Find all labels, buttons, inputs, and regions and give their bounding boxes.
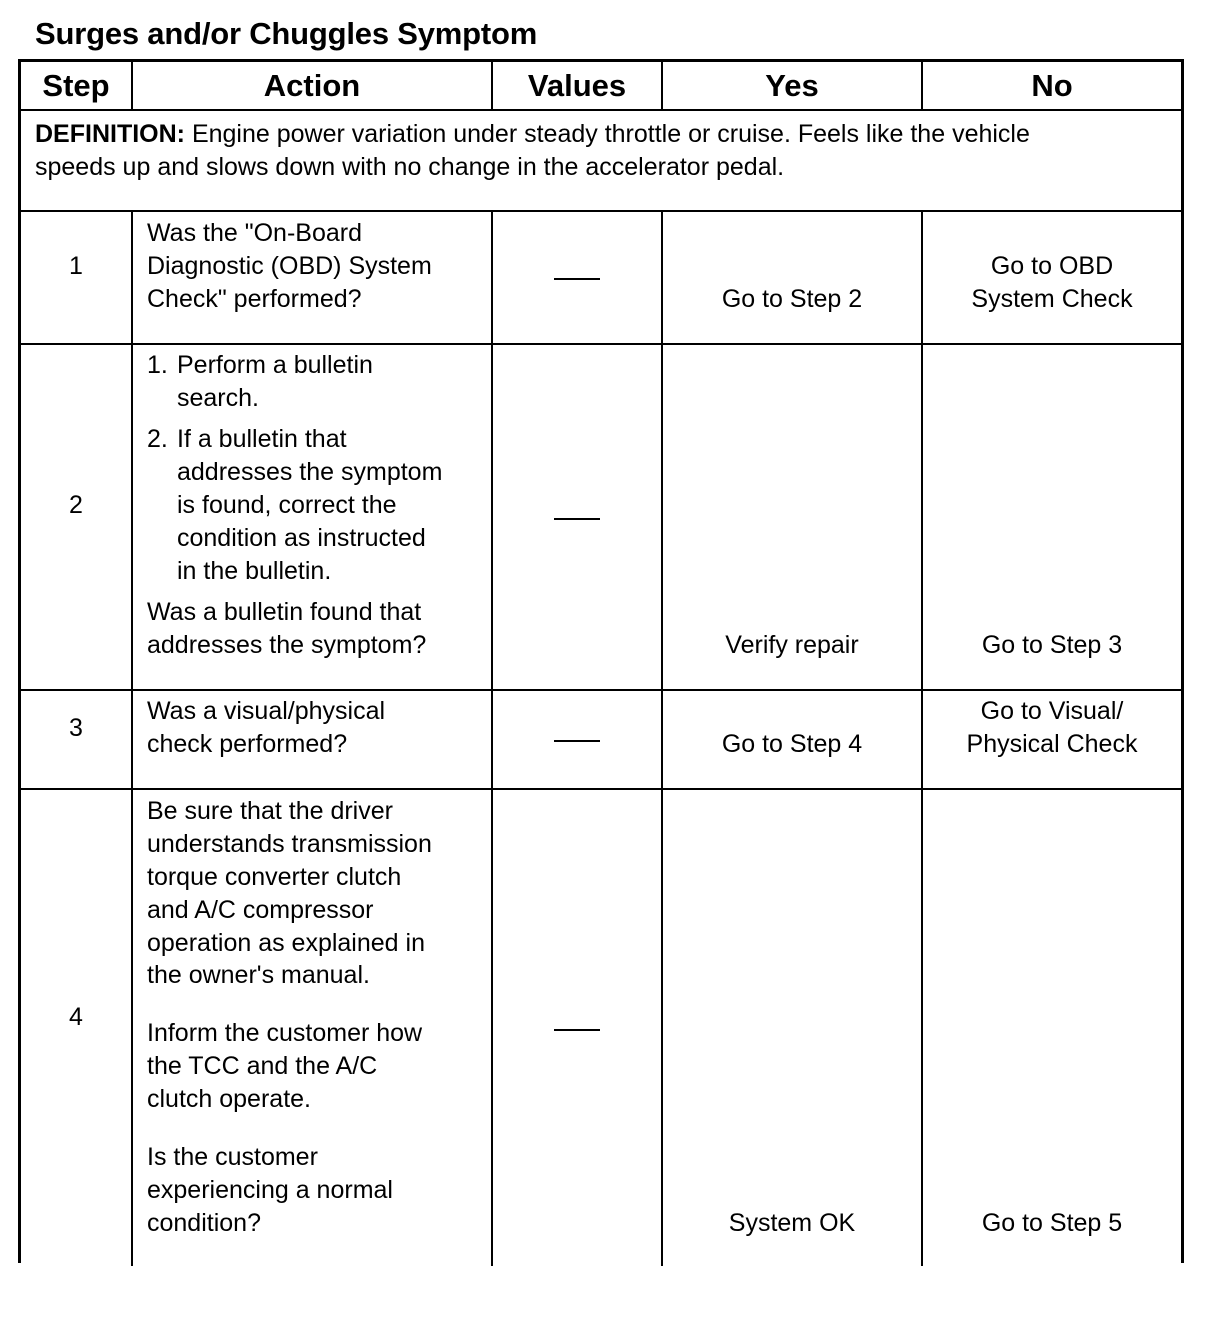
row-divider: [21, 788, 1181, 790]
col-divider: [491, 212, 493, 1266]
list-text: addresses the symptom: [177, 458, 443, 486]
action-text: and A/C compressor: [147, 896, 374, 924]
no-result: Go to OBD: [990, 252, 1114, 280]
row-divider: [21, 689, 1181, 691]
page-title: Surges and/or Chuggles Symptom: [35, 16, 538, 51]
action-text: understands transmission: [147, 830, 432, 858]
no-result: Physical Check: [966, 730, 1138, 758]
definition-text-2: speeds up and slows down with no change in the accelerator pedal.: [35, 153, 785, 181]
step-number: 2: [69, 491, 83, 519]
list-text: If a bulletin that: [177, 425, 347, 453]
header-step: Step: [42, 68, 110, 103]
action-text: the owner's manual.: [147, 961, 370, 989]
yes-result: Go to Step 2: [721, 285, 863, 313]
action-text: clutch operate.: [147, 1085, 311, 1113]
step-number: 3: [69, 714, 83, 742]
list-number: 2.: [147, 425, 168, 453]
action-text: Was a bulletin found that: [147, 598, 422, 626]
col-divider: [131, 212, 133, 1266]
row-divider: [21, 343, 1181, 345]
no-result: Go to Visual/: [980, 697, 1124, 725]
diagnostic-table: [18, 59, 1184, 1263]
action-text: Was the "On-Board: [147, 219, 362, 247]
header-action: Action: [263, 68, 361, 103]
step-number: 4: [69, 1003, 83, 1031]
yes-result: System OK: [728, 1209, 856, 1237]
definition-text: Engine power variation under steady throttle or cruise. Feels like the vehicle: [185, 120, 1030, 148]
row-divider: [21, 210, 1181, 212]
list-text: search.: [177, 384, 259, 412]
step-number: 1: [69, 252, 83, 280]
list-text: Perform a bulletin: [177, 351, 373, 379]
action-text: Inform the customer how: [147, 1019, 423, 1047]
no-result: System Check: [971, 285, 1133, 313]
list-text: in the bulletin.: [177, 557, 332, 585]
action-text: the TCC and the A/C: [147, 1052, 378, 1080]
list-text: is found, correct the: [177, 491, 397, 519]
action-text: Check" performed?: [147, 285, 362, 313]
action-text: torque converter clutch: [147, 863, 402, 891]
definition: [35, 118, 1175, 184]
no-result: Go to Step 5: [981, 1209, 1123, 1237]
value-dash: [554, 1029, 600, 1031]
action-text: Diagnostic (OBD) System: [147, 252, 432, 280]
action-text: addresses the symptom?: [147, 631, 427, 659]
action-text: Be sure that the driver: [147, 797, 393, 825]
header-yes: Yes: [765, 68, 819, 103]
no-result: Go to Step 3: [981, 631, 1123, 659]
value-dash: [554, 278, 600, 280]
definition-label: DEFINITION:: [35, 120, 185, 148]
value-dash: [554, 518, 600, 520]
yes-result: Verify repair: [725, 631, 859, 659]
header-values: Values: [527, 68, 627, 103]
value-dash: [554, 740, 600, 742]
action-text: condition?: [147, 1209, 261, 1237]
yes-result: Go to Step 4: [721, 730, 863, 758]
list-number: 1.: [147, 351, 168, 379]
header-no: No: [1031, 68, 1073, 103]
action-text: experiencing a normal: [147, 1176, 393, 1204]
action-text: operation as explained in: [147, 929, 425, 957]
action-text: check performed?: [147, 730, 348, 758]
action-text: Was a visual/physical: [147, 697, 386, 725]
list-text: condition as instructed: [177, 524, 426, 552]
action-text: Is the customer: [147, 1143, 318, 1171]
